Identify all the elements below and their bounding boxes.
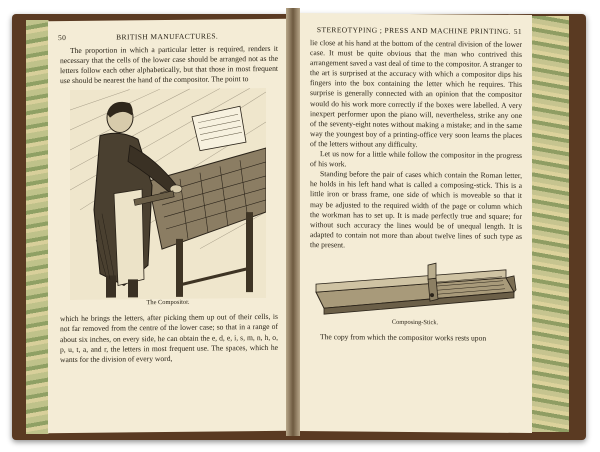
right-body-text (298, 34, 532, 252)
compositor-engraving (70, 88, 266, 300)
right-paragraph-4: The copy from which the compositor works rests upon (320, 332, 487, 343)
right-page-header (298, 13, 532, 36)
right-page-edges (530, 16, 569, 432)
composing-stick-caption: Composing-Stick. (391, 318, 439, 327)
left-page-edges (26, 20, 49, 434)
right-running-head: STEREOTYPING ; PRESS AND MACHINE PRINTING. (316, 25, 511, 36)
left-page-header (48, 19, 288, 43)
composing-stick-engraving (310, 254, 520, 320)
right-paragraph-3: Standing before the pair of cases which contain the Roman letter, he holds in his left hand what is called a composing-stick. This is a little iron or brass frame, one side of which is moveable so that it may be adjusted to the required width of the page or column which the workman has to set up. It is made perfectly true and square; for without such accuracy the lines would be of unequal length. It is adapted to contain not more than about twelve lines of such type as the present. (310, 169, 522, 250)
left-paragraph-top: The proportion in which a particular letter is required, renders it necessary that the cells of the lower case should be arranged not as the letters follow each other alphabetically, but that those in most frequent use should be nearest the hand of the compositor. The point to (60, 43, 278, 86)
right-paragraph-2: Let us now for a little while follow the compositor in the progress of his work. (310, 149, 522, 169)
left-page-number: 50 (58, 33, 67, 43)
left-running-head: BRITISH MANUFACTURES. (116, 31, 219, 42)
right-page-number: 51 (513, 26, 522, 36)
left-page (48, 19, 288, 434)
right-paragraph-4-block (298, 328, 532, 344)
right-page (298, 13, 532, 433)
book-spine (286, 8, 300, 436)
left-paragraph-bottom: which he brings the letters, after picking them up out of their cells, is not far removed from the centre of the lower case; so that in a range of about six inches, on every side, he can obtain the e, d, e, i, s, m, n, h, o, p, u, t, a, and r, the letters in most frequent use. The spaces, which he wants for the division of every word, (60, 312, 278, 364)
right-paragraph-1: lie close at his hand at the bottom of the central division of the lower case. It must be quite obvious that the man who contrived this arrangement saved a vast deal of time to the compositor. A stranger to the art is surprised at the accuracy with which a compositor dips his fingers into the box containing the letter which he requires. This surprise is generally connected with an opinion that the compositor would do his work more correctly if the boxes were labelled. A very inexpert performer upon the piano will, nevertheless, strike any one of the seventy-eight notes without making a mistake; and in the same way the youngest boy of a printing-office very soon learns the places of the letters without any difficulty. (310, 38, 522, 149)
compositor-caption: The Compositor. (146, 299, 190, 307)
